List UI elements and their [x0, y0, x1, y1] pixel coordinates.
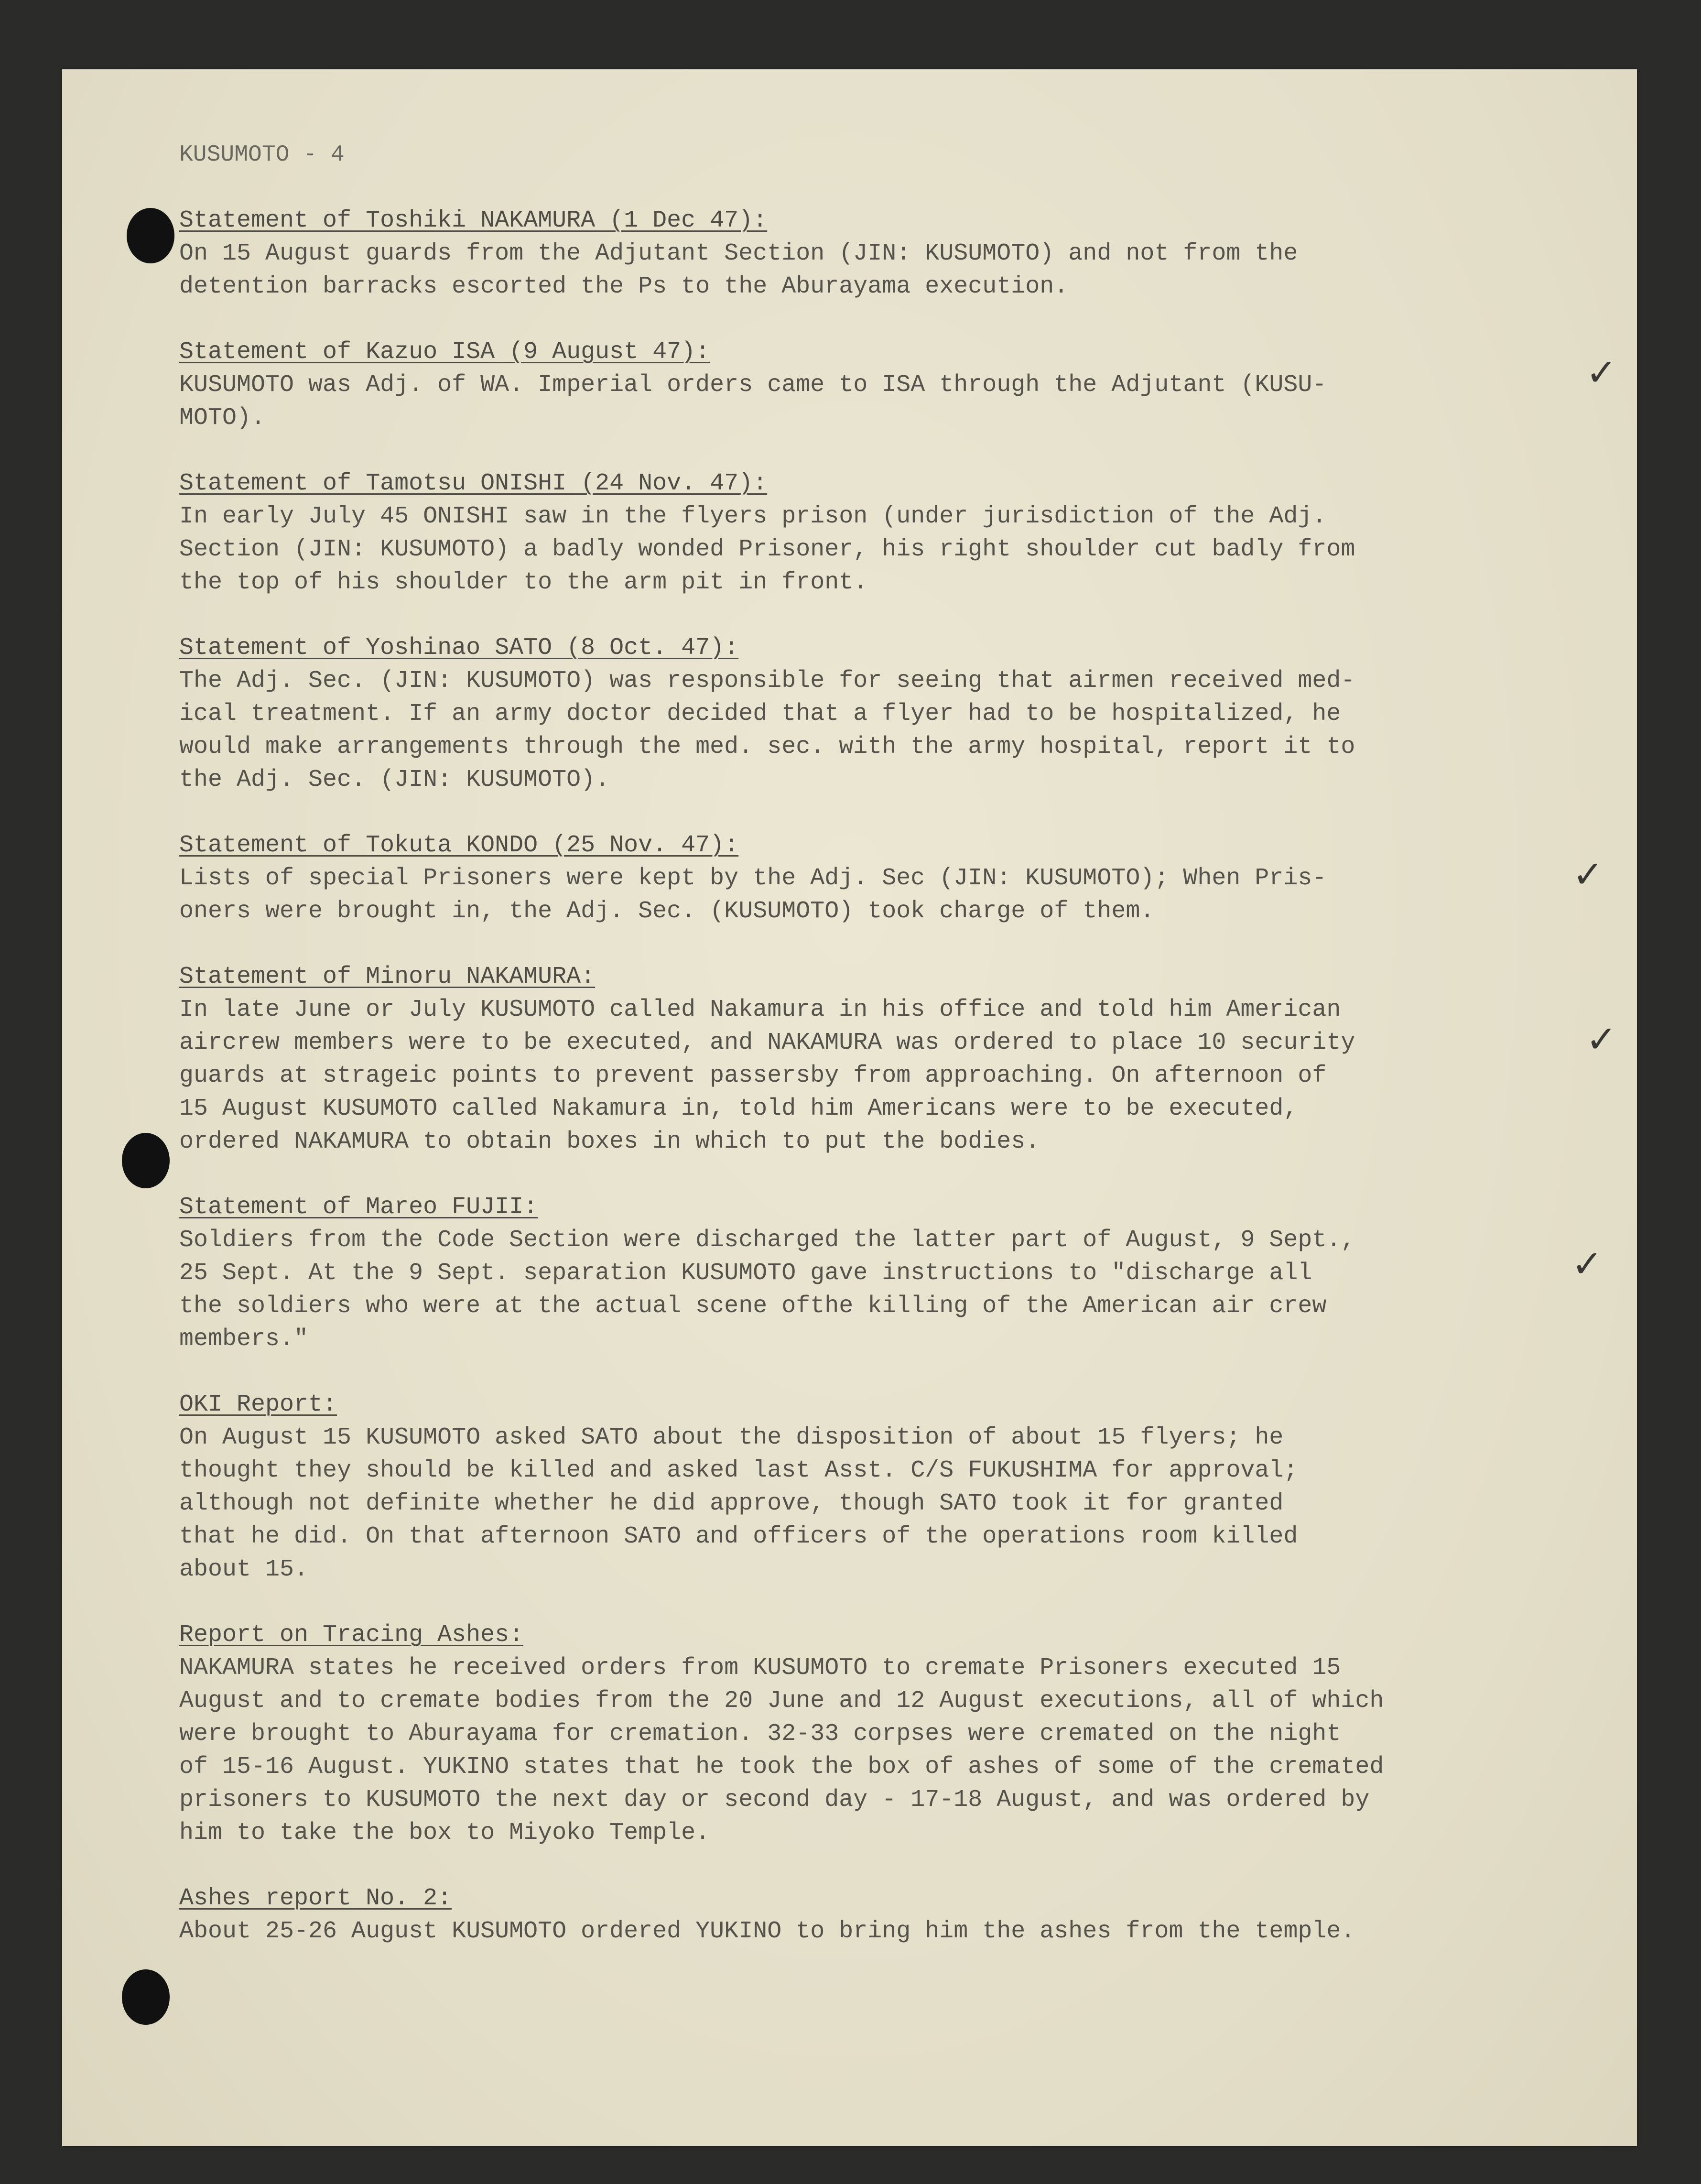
- text-line: would make arrangements through the med. sec. with the army hospital, report it to: [179, 733, 1355, 761]
- text-line: In early July 45 ONISHI saw in the flyers prison (under jurisdiction of the Adj.: [179, 503, 1327, 530]
- section-yoshinao-sato: [179, 631, 1637, 796]
- section-mareo-fujii: [179, 1191, 1637, 1356]
- section-heading: Statement of Toshiki NAKAMURA (1 Dec 47):: [179, 207, 768, 234]
- text-line: 15 August KUSUMOTO called Nakamura in, told him Americans were to be executed,: [179, 1095, 1298, 1122]
- section-oki-report: [179, 1388, 1637, 1586]
- section-heading: Report on Tracing Ashes:: [179, 1621, 524, 1649]
- text-line: In late June or July KUSUMOTO called Nakamura in his office and told him American: [179, 996, 1341, 1023]
- text-line: guards at strageic points to prevent passersby from approaching. On afternoon of: [179, 1062, 1327, 1089]
- text-line: On August 15 KUSUMOTO asked SATO about the disposition of about 15 flyers; he: [179, 1424, 1284, 1451]
- text-line: the soldiers who were at the actual scene ofthe killing of the American air crew: [179, 1293, 1327, 1320]
- text-line: August and to cremate bodies from the 20 June and 12 August executions, all of which: [179, 1687, 1384, 1715]
- section-heading: Statement of Tokuta KONDO (25 Nov. 47):: [179, 832, 739, 859]
- section-ashes-report-2: [179, 1882, 1637, 1948]
- text-line: the top of his shoulder to the arm pit in front.: [179, 569, 868, 596]
- section-tamotsu-onishi: [179, 467, 1637, 599]
- punch-hole-top: [127, 208, 174, 263]
- punch-hole-bottom: [122, 1969, 170, 2025]
- section-heading: Statement of Mareo FUJII:: [179, 1194, 538, 1221]
- text-line: of 15-16 August. YUKINO states that he took the box of ashes of some of the cremated: [179, 1753, 1384, 1781]
- text-line: members.": [179, 1326, 309, 1353]
- text-line: thought they should be killed and asked last Asst. C/S FUKUSHIMA for approval;: [179, 1457, 1298, 1484]
- section-kazuo-isa: [179, 336, 1637, 435]
- text-line: About 25-26 August KUSUMOTO ordered YUKINO to bring him the ashes from the temple.: [179, 1918, 1355, 1945]
- section-heading: Statement of Kazuo ISA (9 August 47):: [179, 338, 710, 366]
- text-line: NAKAMURA states he received orders from KUSUMOTO to cremate Prisoners executed 15: [179, 1654, 1341, 1682]
- text-line: that he did. On that afternoon SATO and officers of the operations room killed: [179, 1523, 1298, 1550]
- page-header: KUSUMOTO - 4: [179, 142, 345, 168]
- section-tokuta-kondo: [179, 829, 1637, 928]
- text-line: Section (JIN: KUSUMOTO) a badly wonded Prisoner, his right shoulder cut badly from: [179, 536, 1355, 563]
- text-line: ical treatment. If an army doctor decided that a flyer had to be hospitalized, he: [179, 700, 1341, 728]
- section-heading: Ashes report No. 2:: [179, 1885, 452, 1912]
- section-heading: Statement of Yoshinao SATO (8 Oct. 47):: [179, 634, 739, 662]
- handwritten-check-icon: ✓: [1586, 351, 1617, 394]
- text-line: Soldiers from the Code Section were discharged the latter part of August, 9 Sept.,: [179, 1227, 1355, 1254]
- section-tracing-ashes: [179, 1619, 1637, 1849]
- handwritten-check-icon: ✓: [1572, 853, 1604, 896]
- text-line: 25 Sept. At the 9 Sept. separation KUSUMOTO gave instructions to "discharge all: [179, 1260, 1312, 1287]
- text-line: The Adj. Sec. (JIN: KUSUMOTO) was responsible for seeing that airmen received med-: [179, 667, 1355, 695]
- section-heading: Statement of Minoru NAKAMURA:: [179, 963, 596, 990]
- text-line: oners were brought in, the Adj. Sec. (KUSUMOTO) took charge of them.: [179, 898, 1155, 925]
- punch-hole-middle: [122, 1133, 170, 1188]
- text-line: ordered NAKAMURA to obtain boxes in which to put the bodies.: [179, 1128, 1040, 1155]
- text-line: about 15.: [179, 1556, 309, 1583]
- text-line: the Adj. Sec. (JIN: KUSUMOTO).: [179, 766, 610, 793]
- section-toshiki-nakamura: [179, 204, 1637, 303]
- text-line: were brought to Aburayama for cremation. 32-33 corpses were cremated on the night: [179, 1720, 1341, 1748]
- text-line: On 15 August guards from the Adjutant Section (JIN: KUSUMOTO) and not from the: [179, 240, 1298, 267]
- text-line: KUSUMOTO was Adj. of WA. Imperial orders came to ISA through the Adjutant (KUSU-: [179, 371, 1327, 399]
- handwritten-check-icon: ✓: [1586, 1018, 1617, 1061]
- text-line: aircrew members were to be executed, and NAKAMURA was ordered to place 10 security: [179, 1029, 1355, 1056]
- document-body: [179, 139, 1637, 1980]
- text-line: MOTO).: [179, 404, 266, 432]
- text-line: him to take the box to Miyoko Temple.: [179, 1819, 710, 1847]
- section-minoru-nakamura: [179, 960, 1637, 1158]
- section-heading: OKI Report:: [179, 1391, 337, 1418]
- text-line: prisoners to KUSUMOTO the next day or second day - 17-18 August, and was ordered by: [179, 1786, 1370, 1814]
- section-heading: Statement of Tamotsu ONISHI (24 Nov. 47):: [179, 470, 768, 497]
- text-line: Lists of special Prisoners were kept by the Adj. Sec (JIN: KUSUMOTO); When Pris-: [179, 865, 1327, 892]
- handwritten-check-icon: ✓: [1571, 1243, 1603, 1286]
- text-line: detention barracks escorted the Ps to the Aburayama execution.: [179, 273, 1069, 300]
- text-line: although not definite whether he did approve, though SATO took it for granted: [179, 1490, 1284, 1517]
